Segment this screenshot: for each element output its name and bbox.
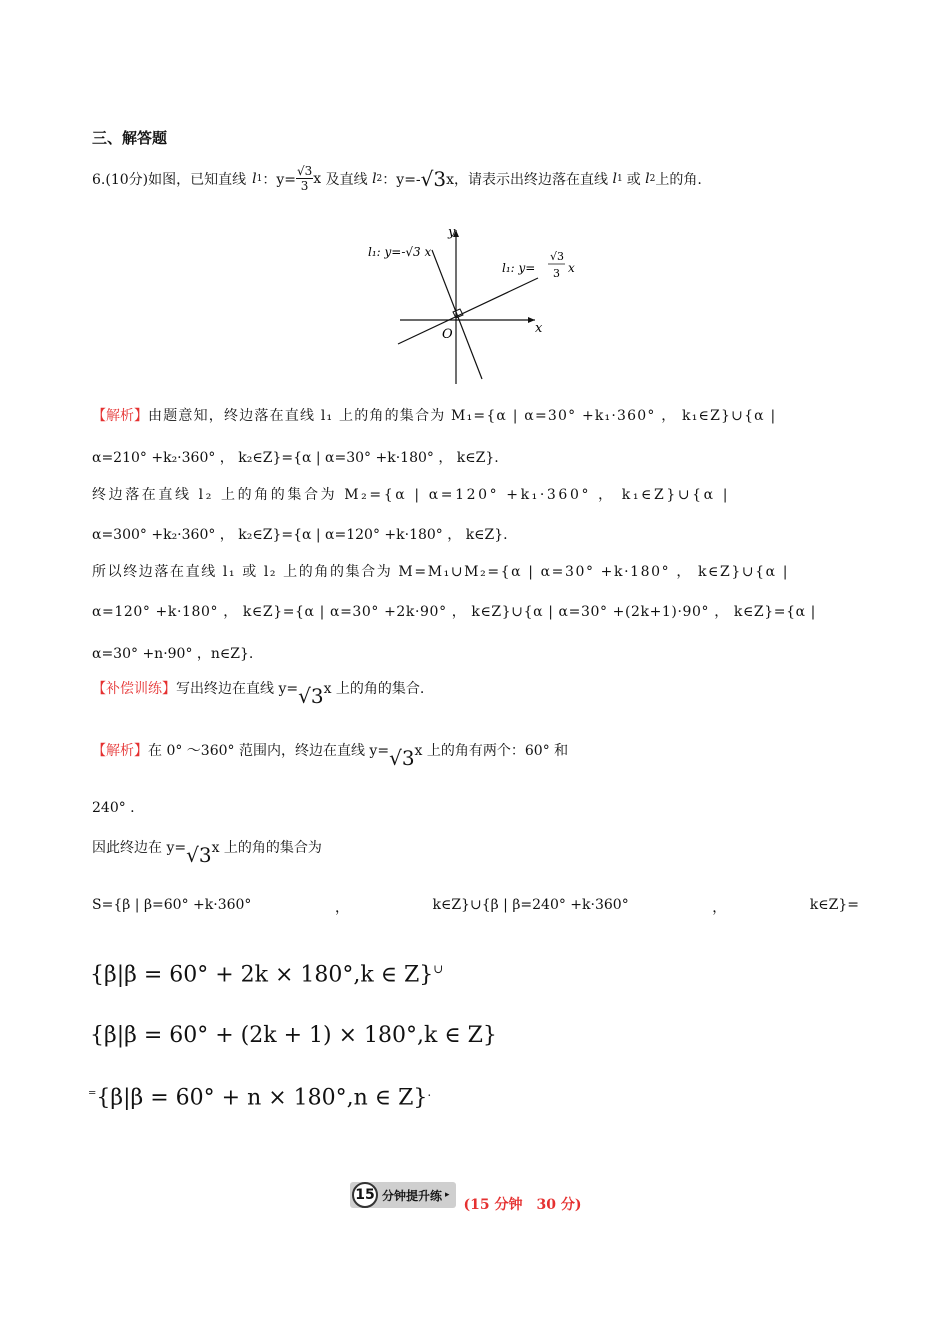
supp-solution-line-1: [92, 738, 569, 770]
solution-text: 由题意知，终边落在直线 l₁ 上的角的集合为 M₁={α | α=30° +k₁·360° ， k₁∈Z}∪{α |: [148, 408, 777, 424]
line-l2-eq: ：y=-: [382, 171, 421, 188]
y-axis-label: y: [448, 225, 456, 240]
line-l2-sub: 2: [649, 173, 656, 184]
coordinate-figure: [360, 222, 600, 390]
label-l1-den: 3: [553, 267, 560, 280]
line-l1-eq: ：y=: [262, 171, 296, 188]
line-l2-name: l: [372, 170, 377, 187]
line-l1-name: l: [612, 170, 617, 187]
x-axis-label: x: [535, 321, 543, 336]
supp-solution-tag: 【解析】: [92, 743, 148, 759]
supp-solution-text-post: x 上的角有两个：60° 和: [414, 743, 569, 759]
line-l2-sub: 2: [376, 173, 383, 184]
supp-solution-line-3: [92, 835, 322, 867]
solution-line-5: 所以终边落在直线 l₁ 或 l₂ 上的角的集合为 M=M₁∪M₂={α | α=30° +k·180° ， k∈Z}∪{α |: [92, 564, 790, 580]
math-expression: {β|β = 60° + n × 180°,n ∈ Z}: [96, 1085, 428, 1111]
line-l1-sub: 1: [256, 173, 263, 184]
badge-number: 15: [352, 1182, 378, 1208]
problem-text: x，请表示出终边落在直线: [446, 171, 613, 188]
origin-label: O: [442, 327, 453, 342]
x-axis-arrow: [528, 317, 535, 323]
solution-line-3: 终边落在直线 l₂ 上的角的集合为 M₂={α | α=120° +k₁·360° ， k₁∈Z}∪{α |: [92, 487, 731, 503]
solution-tag: 【解析】: [92, 408, 148, 424]
math-set-2: {β|β = 60° + (2k + 1) × 180°,k ∈ Z}: [90, 1023, 497, 1048]
section-title: 三、解答题: [92, 129, 168, 147]
set-s-part2: k∈Z}∪{β | β=240° +k·360°: [432, 897, 629, 913]
problem-number: 6.(10分)如图，已知直线: [92, 171, 247, 188]
sqrt3: √3: [389, 746, 415, 770]
badge-text: 分钟提升练: [382, 1188, 443, 1203]
label-l1-x: x: [568, 261, 575, 275]
label-l1-equation-pre: l₁: y=: [502, 261, 536, 275]
sqrt3: √3: [298, 684, 324, 708]
math-set-1: [90, 962, 443, 987]
supp-line3-post: x 上的角的集合为: [211, 840, 322, 856]
equals-symbol: =: [88, 1088, 97, 1099]
line-l2: [432, 250, 482, 379]
math-expression: {β|β = 60° + 2k × 180°,k ∈ Z}: [90, 962, 434, 988]
sqrt3: √3: [420, 166, 447, 191]
line-l1: [398, 278, 538, 344]
line-l1-sub: 1: [616, 173, 623, 184]
problem-tail: 上的角.: [655, 171, 702, 188]
set-s-part1: S={β | β=60° +k·360°: [92, 897, 252, 913]
line-l2-name: l: [645, 170, 650, 187]
solution-line-2: α=210° +k₂·360° ， k₂∈Z}={α | α=30° +k·180° ， k∈Z}.: [92, 450, 499, 466]
supp-line3-pre: 因此终边在 y=: [92, 840, 187, 856]
union-symbol: ∪: [433, 962, 444, 976]
section-banner: [350, 1176, 582, 1214]
supplement-text-pre: 写出终边在直线 y=: [176, 681, 299, 697]
line-l1-x: x: [313, 170, 322, 187]
solution-line-6: α=120° +k·180° ， k∈Z}={α | α=30° +2k·90° ， k∈Z}∪{α | α=30° +(2k+1)·90° ， k∈Z}={α |: [92, 604, 816, 620]
solution-line-4: α=300° +k₂·360° ， k₂∈Z}={α | α=120° +k·180° ， k∈Z}.: [92, 527, 508, 543]
line-l1-name: l: [252, 170, 257, 187]
set-s-line: [92, 897, 859, 917]
math-set-3: [88, 1085, 431, 1110]
time-score: (15 分钟 30 分): [463, 1197, 582, 1213]
solution-line-7: α=30° +n·90° ，n∈Z}.: [92, 646, 254, 662]
label-l1-num: √3: [550, 250, 565, 263]
problem-or: 或: [626, 171, 646, 188]
supp-solution-text-pre: 在 0° ～360° 范围内，终边在直线 y=: [148, 743, 390, 759]
set-s-part3: k∈Z}=: [809, 897, 859, 913]
banner-bar: [350, 1182, 456, 1208]
solution-line-1: [92, 405, 859, 425]
set-s-comma: ，: [712, 900, 727, 916]
fraction-den: 3: [300, 179, 309, 193]
supplement-tag: 【补偿训练】: [92, 681, 176, 697]
sqrt3: √3: [186, 843, 212, 867]
supp-solution-line-2: 240° .: [92, 800, 135, 816]
supplement-question: [92, 676, 425, 708]
set-s-comma: ，: [334, 900, 349, 916]
label-l2-equation: l₁: y=-√3 x: [368, 245, 432, 259]
problem-statement: [92, 164, 702, 193]
problem-mid: 及直线: [321, 171, 373, 188]
fraction-num: √3: [296, 164, 313, 178]
arrow-icon: ▸: [445, 1190, 450, 1200]
supplement-text-post: x 上的角的集合.: [323, 681, 425, 697]
fraction-sqrt3-over-3: [296, 164, 313, 193]
period: .: [427, 1085, 432, 1099]
